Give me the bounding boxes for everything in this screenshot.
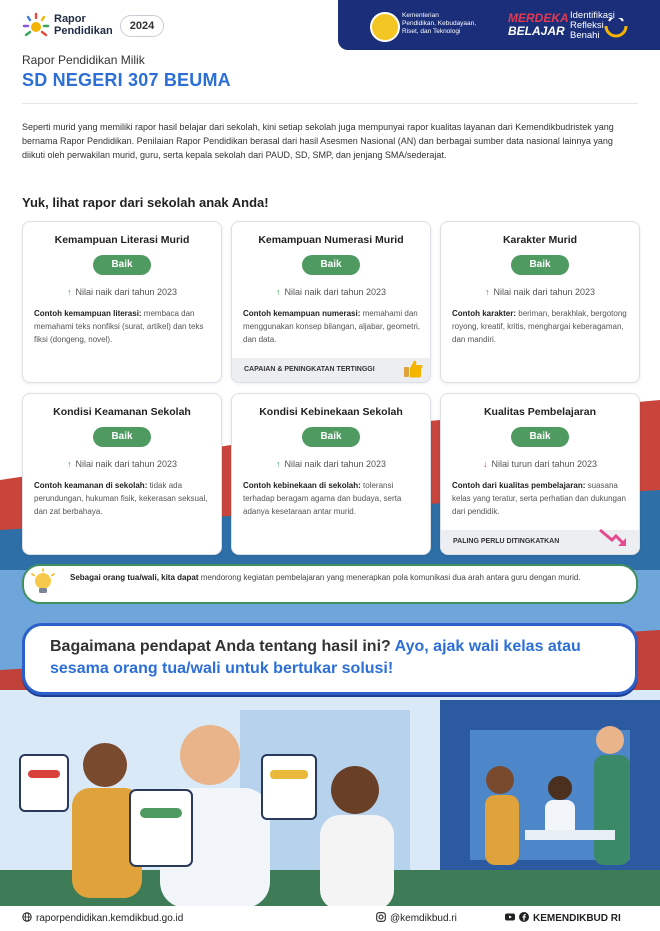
footer-channels[interactable] [505,912,621,924]
card-example [243,307,421,346]
rapor-logo-icon [22,12,50,40]
merdeka-belajar-logo [508,12,569,38]
card-title: Kemampuan Literasi Murid [54,234,190,246]
example-label: Contoh dari kualitas pembelajaran: [452,481,586,490]
school-name: SD NEGERI 307 BEUMA [22,70,231,90]
facebook-icon [519,912,529,922]
trend-arrow-icon: ↑ [66,287,72,297]
card-example [452,479,630,518]
section-heading: Yuk, lihat rapor dari sekolah anak Anda! [22,195,269,210]
trend-down-arrow-icon [598,528,628,550]
footer-website[interactable] [22,912,183,924]
category-card [231,221,431,383]
cta-highlight: Ayo, ajak wali kelas atau sesama orang tua/wali untuk bertukar solusi! [50,638,581,677]
rapor-logo-text [54,13,113,37]
category-card [22,393,222,555]
status-badge: Baik [93,255,151,275]
parent-tip-bold: Sebagai orang tua/wali, kita dapat [70,573,199,582]
cta-question: Bagaimana pendapat Anda tentang hasil ini? [50,638,395,655]
trend-label: Nilai turun dari tahun 2023 [491,459,598,469]
instagram-text[interactable]: @kemdikbud.ri [390,913,457,924]
card-example [34,479,212,518]
cta-text [50,636,620,680]
trend-arrow-icon: ↓ [482,459,488,469]
category-card [22,221,222,383]
trend-label: Nilai naik dari tahun 2023 [75,459,178,469]
ministry-name [402,12,476,36]
card-title: Kemampuan Numerasi Murid [258,234,404,246]
example-label: Contoh kebinekaan di sekolah: [243,481,361,490]
trend-label: Nilai naik dari tahun 2023 [284,459,387,469]
example-text: membaca dan memahami teks nonfiksi (surat, artikel) dan teks fiksi (dongeng, novel). [34,309,204,344]
ministry-line-3: Riset, dan Teknologi [402,28,461,35]
intro-paragraph: Seperti murid yang memiliki rapor hasil belajar dari sekolah, kini setiap sekolah juga mempunyai rapor kualitas layanan dari Kemendikbudristek yang bernama Rapor Pendidikan. Penilaian Rapor Pendidikan berasal dari hasil Asesmen Nasional (AN) dan berbagai sumber data nasional lainnya yang diikuti oleh perwakilan murid, guru, serta kepala sekolah dari PAUD, SD, SMP, dan jenjang SMA/sederajat. [22,122,614,160]
trend-label: Nilai naik dari tahun 2023 [75,287,178,297]
trend-text [232,287,430,297]
channel-text[interactable]: KEMENDIKBUD RI [533,913,621,924]
parent-tip-box [22,564,638,604]
ministry-line-1: Kementerian [402,12,439,19]
irb-swoosh-icon [604,18,628,40]
parent-tip-body: mendorong kegiatan pembelajaran yang menerapkan pola komunikasi dua arah antara guru dengan murid. [198,573,581,582]
card-title: Kualitas Pembelajaran [483,406,597,418]
status-badge: Baik [302,255,360,275]
year-badge: 2024 [120,15,164,37]
example-text: memahami dan menggunakan konsep bilangan, aljabar, geometri, dan data. [243,309,421,344]
card-title: Kondisi Kebinekaan Sekolah [259,406,403,418]
globe-icon [22,912,32,922]
example-text: suasana kelas yang teratur, serta perhatian dan dukungan dari pendidik. [452,481,626,516]
example-label: Contoh karakter: [452,309,517,318]
category-card [440,221,640,383]
card-example [452,307,630,346]
trend-arrow-icon: ↑ [66,459,72,469]
footer-instagram[interactable] [376,912,457,924]
thumbs-up-icon [402,359,424,379]
trend-text [232,459,430,469]
trend-text [23,287,221,297]
logo-line-2: Pendidikan [54,25,113,37]
trend-text [23,459,221,469]
example-text: beriman, berakhlak, bergotong royong, kreatif, kritis, menghargai keberagaman, dan mandiri. [452,309,627,344]
merdeka-line-1: MERDEKA [508,11,569,25]
website-text[interactable]: raporpendidikan.kemdikbud.go.id [36,913,184,924]
status-badge: Baik [511,255,569,275]
status-badge: Baik [511,427,569,447]
irb-line-1: Identifikasi [570,10,615,21]
status-badge: Baik [93,427,151,447]
status-badge: Baik [302,427,360,447]
tut-wuri-handayani-logo-icon [370,12,400,42]
youtube-icon [505,912,515,922]
trend-text [441,459,639,469]
divider [22,103,638,104]
example-label: Contoh kemampuan literasi: [34,309,142,318]
card-title: Kondisi Keamanan Sekolah [53,406,191,418]
example-label: Contoh kemampuan numerasi: [243,309,361,318]
trend-arrow-icon: ↑ [484,287,490,297]
card-title: Karakter Murid [502,234,578,246]
lightbulb-icon [28,568,58,598]
ministry-line-2: Pendidikan, Kebudayaan, [402,20,477,27]
highlight-band: CAPAIAN & PENINGKATAN TERTINGGI [232,358,430,382]
parent-tip-text [70,572,625,584]
trend-label: Nilai naik dari tahun 2023 [493,287,596,297]
trend-label: Nilai naik dari tahun 2023 [284,287,387,297]
report-subtitle: Rapor Pendidikan Milik [22,53,145,67]
card-example [34,307,212,346]
highlight-band: PALING PERLU DITINGKATKAN [441,530,639,554]
irb-line-2: Refleksi [570,20,604,31]
instagram-icon [376,912,386,922]
example-text: tidak ada perundungan, hukuman fisik, kekerasan seksual, dan zat berbahaya. [34,481,208,516]
trend-arrow-icon: ↑ [275,287,281,297]
merdeka-line-2: BELAJAR [508,24,565,38]
trend-arrow-icon: ↑ [275,459,281,469]
trend-text [441,287,639,297]
example-label: Contoh keamanan di sekolah: [34,481,148,490]
example-text: toleransi terhadap beragam agama dan budaya, serta adanya kesetaraan antar murid. [243,481,402,516]
logo-line-1: Rapor [54,13,86,25]
card-example [243,479,421,518]
category-card [231,393,431,555]
irb-line-3: Benahi [570,30,600,41]
